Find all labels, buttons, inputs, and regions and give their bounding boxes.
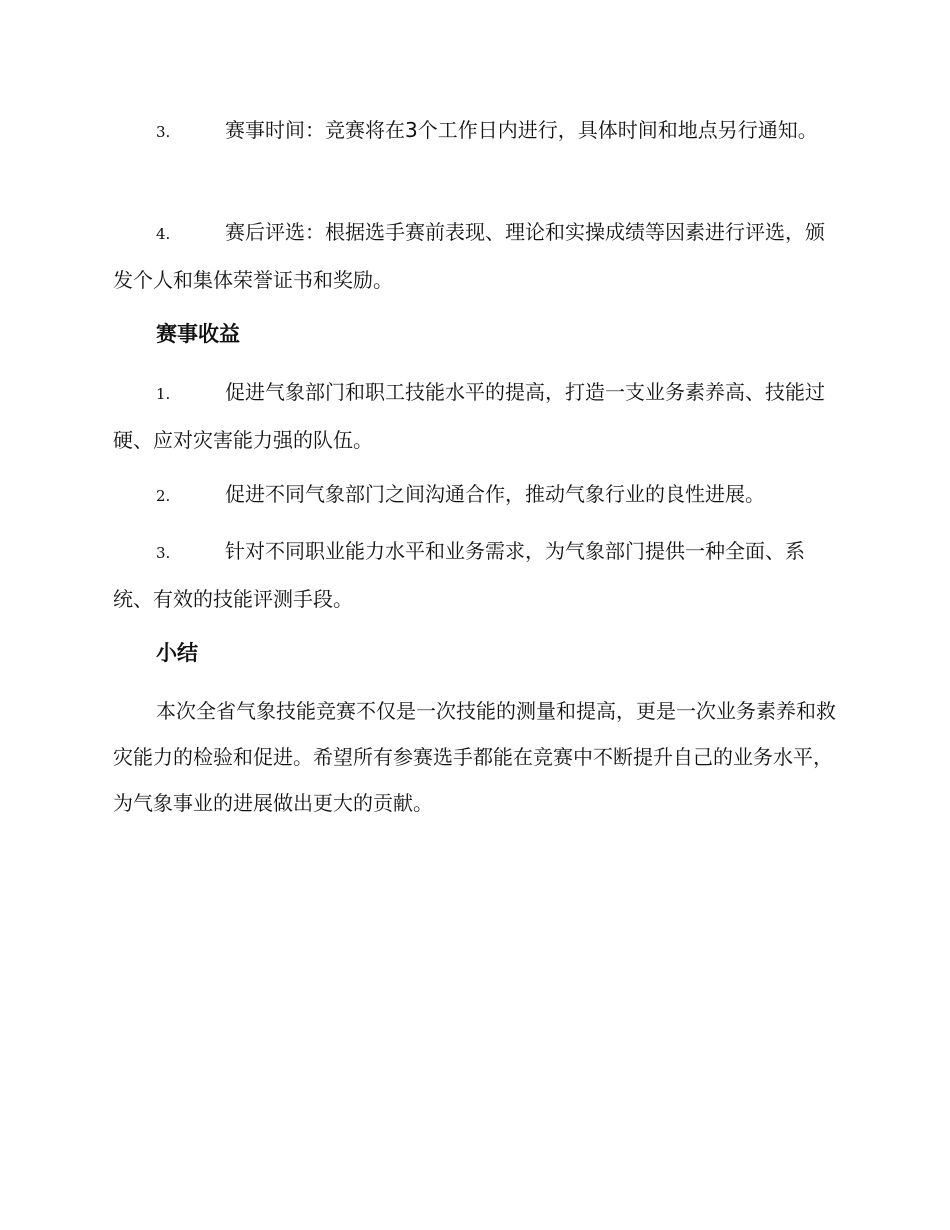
- list-item-post-evaluation: [113, 209, 838, 303]
- list-item-benefit-3: [113, 528, 838, 622]
- list-item-schedule-time: [113, 107, 838, 155]
- list-number: 1.: [156, 385, 171, 403]
- list-item-benefit-2: [113, 471, 838, 519]
- list-item-text: 赛事时间：竞赛将在3个工作日内进行，具体时间和地点另行通知。: [225, 118, 818, 142]
- section-heading-summary: 小结: [156, 641, 198, 665]
- list-number: 3.: [156, 544, 171, 562]
- list-number: 2.: [156, 487, 171, 505]
- list-item-text: 促进气象部门和职工技能水平的提高，打造一支业务素养高、技能过硬、应对灾害能力强的队伍。: [113, 380, 825, 452]
- list-item-text: 赛后评选：根据选手赛前表现、理论和实操成绩等因素进行评选，颁发个人和集体荣誉证书和奖励。: [113, 220, 825, 292]
- list-number: 3.: [156, 123, 171, 141]
- summary-paragraph: 本次全省气象技能竞赛不仅是一次技能的测量和提高，更是一次业务素养和救灾能力的检验和促进。希望所有参赛选手都能在竞赛中不断提升自己的业务水平，为气象事业的进展做出更大的贡献。: [113, 699, 836, 815]
- list-item-text: 针对不同职业能力水平和业务需求，为气象部门提供一种全面、系统、有效的技能评测手段。: [113, 539, 805, 611]
- list-number: 4.: [156, 225, 171, 243]
- list-item-benefit-1: [113, 369, 838, 463]
- section-heading-benefits: 赛事收益: [156, 322, 240, 346]
- list-item-text: 促进不同气象部门之间沟通合作，推动气象行业的良性进展。: [225, 482, 765, 506]
